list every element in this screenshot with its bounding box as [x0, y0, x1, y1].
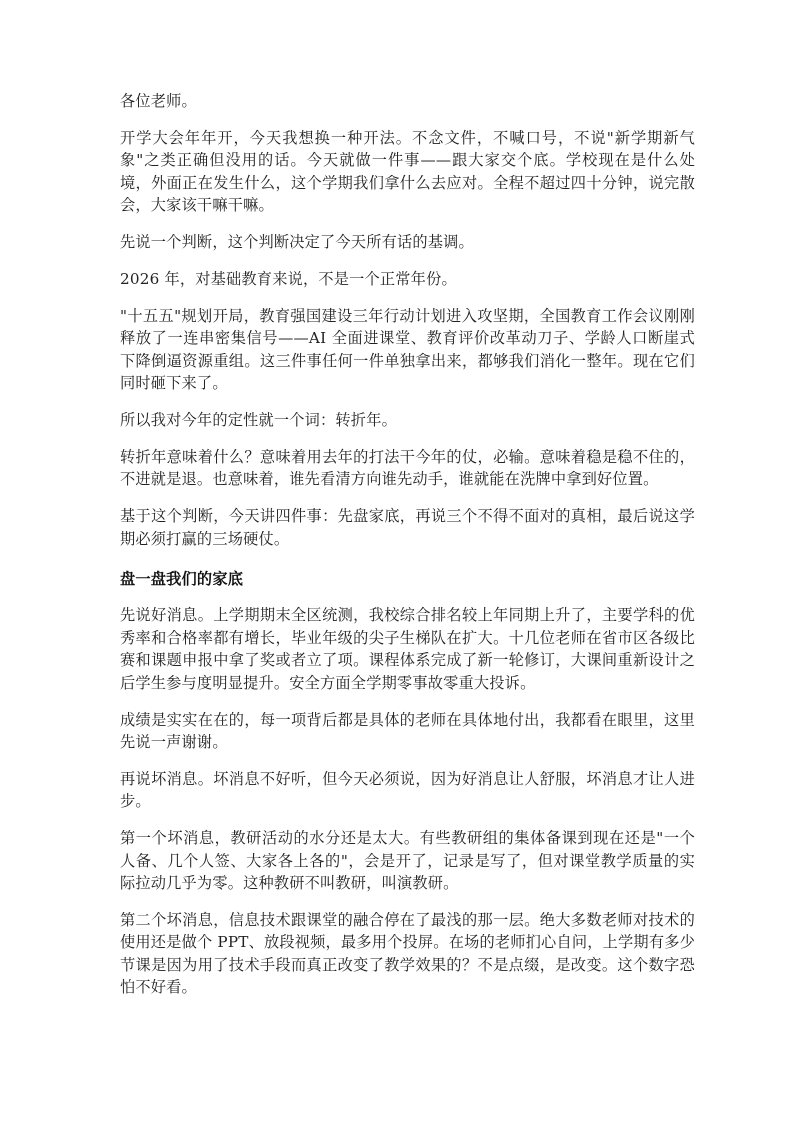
paragraph-good-news: 先说好消息。上学期期末全区统测，我校综合排名较上年同期上升了，主要学科的优秀率和合格率都有增长，毕业年级的尖子生梯队在扩大。十几位老师在省市区各级比赛和课题申报中拿了奖或者立了项。课程体系完成了新一轮修订，大课间重新设计之后学生参与度明显提升。安全方面全学期零事故零重大投诉。 — [120, 606, 695, 692]
paragraph-opening: 开学大会年年开，今天我想换一种开法。不念文件，不喊口号，不说"新学期新气象"之类正确但没用的话。今天就做一件事——跟大家交个底。学校现在是什么处境，外面正在发生什么，这个学期我们拿什么去应对。全程不超过四十分钟，说完散会，大家该干嘛干嘛。 — [120, 128, 695, 215]
paragraph-turning-point: 所以我对今年的定性就一个词：转折年。 — [120, 410, 397, 429]
greeting: 各位老师。 — [120, 92, 197, 110]
paragraph-bad-news-intro: 再说坏消息。坏消息不好听，但今天必须说，因为好消息让人舒服，坏消息才让人进步。 — [120, 769, 695, 811]
paragraph-meaning: 转折年意味着什么？意味着用去年的打法干今年的仗，必输。意味着稳是稳不住的，不进就是退。也意味着，谁先看清方向谁先动手，谁就能在洗牌中拿到好位置。 — [120, 447, 695, 489]
document-page — [120, 90, 695, 1013]
paragraph-year: 2026 年，对基础教育来说，不是一个正常年份。 — [120, 269, 457, 288]
paragraph-signals: "十五五"规划开局，教育强国建设三年行动计划进入攻坚期，全国教育工作会议刚刚释放了一连串密集信号——AI 全面进课堂、教育评价改革动刀子、学龄人口断崖式下降倒逼资源重组。这三件事任何一件单独拿出来，都够我们消化一整年。现在它们同时砸下来了。 — [120, 306, 695, 393]
section-heading: 盘一盘我们的家底 — [120, 570, 244, 588]
paragraph-bad-news-1: 第一个坏消息，教研活动的水分还是太大。有些教研组的集体备课到现在还是"一个人备、几个人签、大家各上各的"，会是开了，记录是写了，但对课堂教学质量的实际拉动几乎为零。这种教研不叫教研，叫演教研。 — [120, 829, 695, 892]
paragraph-thanks: 成绩是实实在在的，每一项背后都是具体的老师在具体地付出，我都看在眼里，这里先说一声谢谢。 — [120, 710, 695, 751]
paragraph-judgment: 先说一个判断，这个判断决定了今天所有话的基调。 — [120, 233, 474, 252]
paragraph-agenda: 基于这个判断，今天讲四件事：先盘家底，再说三个不得不面对的真相，最后说这学期必须打赢的三场硬仗。 — [120, 507, 695, 548]
paragraph-bad-news-2: 第二个坏消息，信息技术跟课堂的融合停在了最浅的那一层。绝大多数老师对技术的使用还是做个 PPT、放段视频，最多用个投屏。在场的老师扪心自问，上学期有多少节课是因为用了技术手段而真正改变了教学效果的？不是点缀，是改变。这个数字恐怕不好看。 — [120, 910, 695, 997]
